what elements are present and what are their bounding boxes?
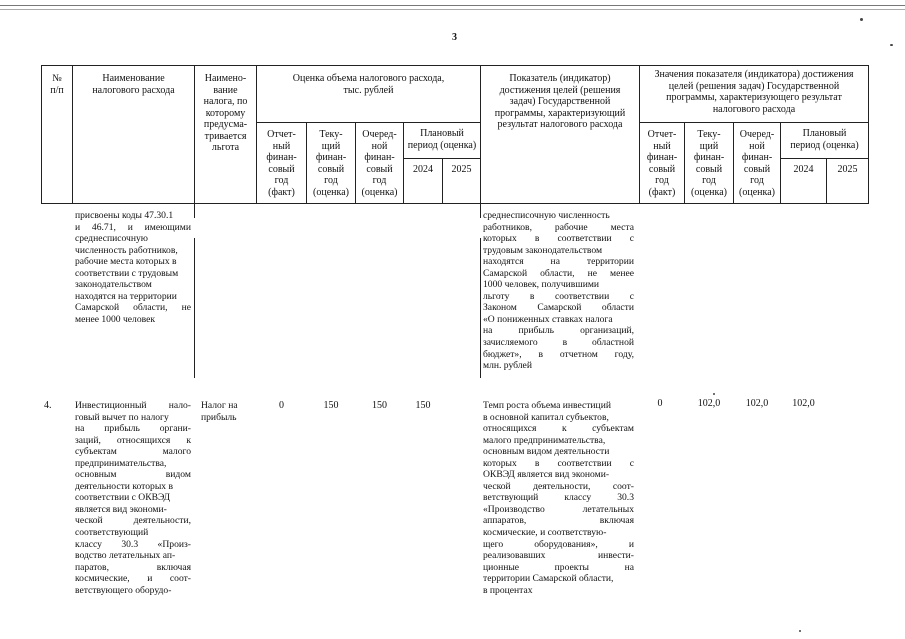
row4-report-fact: 0 <box>279 400 284 411</box>
header-col-estimate: Оценка объема налогового расхода, тыс. рублей <box>292 73 445 96</box>
scan-top-border-2 <box>0 9 905 10</box>
subheader-line-left <box>256 122 480 123</box>
row4-indicator-cell: Темп роста объема инвестиций в основной капитал субъектов, относящихся к субъектам малого предпринимательства, основным видом деятельности которых в соответствии с ОКВЭД является вид экономи- ческой деятельности, соот- ветствующий классу 30.3 «Производство летательных аппаратов, включая космические, и соответствую- щего оборудования», и реализовавших инвести- ционные проекты на территории Самарской области, в процентах <box>483 400 634 596</box>
row4-next-estimate: 150 <box>372 400 387 411</box>
header-col-indicator: Показатель (индикатор) достижения целей (решения задач) Государственной программы, характеризующий результат налогового расхода <box>494 73 626 130</box>
scan-speck <box>799 630 801 632</box>
row4-name-cell: Инвестиционный нало- говый вычет по налогу на прибыль органи- заций, относящихся к субъектам малого предпринимательства, основным видом деятельности которых в соответствии с ОКВЭД является вид экономи- ческой деятельности, соответствующий классу 30.3 «Произ- водство летательных ап- паратов, включая космические, и соот- ветствующего оборудо- <box>75 400 191 596</box>
table-header-bottom-line <box>41 203 868 204</box>
row4-tax-name: Налог на прибыль <box>201 400 238 423</box>
body-rule-right <box>480 204 481 218</box>
grid-v <box>868 65 869 204</box>
row3-indicator-cell: среднесписочную численность работников, рабочие места которых в соответствии с трудовым законодательством находятся на территории Самарской области, не менее 1000 человек, получившими льготу в соответствии с Законом Самарской области «О пониженных ставках налога на прибыль организаций, зачисляемого в областной бюджет», в отчетном году, млн. рублей <box>483 210 634 372</box>
subheader-current-estimate: Теку- щий финан- совый год (оценка) <box>313 129 349 198</box>
year-line-right <box>780 158 868 159</box>
subheader-next-estimate-right: Очеред- ной финан- совый год (оценка) <box>739 129 775 198</box>
row4-value-current: 102,0 <box>697 398 721 409</box>
year-2025-left: 2025 <box>451 164 472 175</box>
row3-name-cell: присвоены коды 47.30.1 и 46.71, и имеющими среднесписочную численность работников, рабочие места которых в соответствии с трудовым законодательством находятся на территории Самарской области, не менее 1000 человек <box>75 210 191 325</box>
header-col-values: Значения показателя (индикатора) достижения целей (решения задач) Государственной программы, характеризующего результат налогового расхода <box>654 69 854 115</box>
header-col-tax: Наимено- вание налога, по которому предусма- тривается льгота <box>203 73 248 153</box>
subheader-report-fact-right: Отчет- ный финан- совый год (факт) <box>646 129 678 198</box>
body-rule-left <box>194 204 195 218</box>
table-top-line <box>41 65 868 66</box>
subheader-line-right <box>639 122 868 123</box>
scan-top-border <box>0 5 905 6</box>
subheader-current-estimate-right: Теку- щий финан- совый год (оценка) <box>691 129 727 198</box>
year-2025-right: 2025 <box>837 164 858 175</box>
row4-value-report-fact: 0 <box>657 398 663 409</box>
body-rule-right <box>480 238 481 378</box>
scan-speck <box>860 18 863 21</box>
year-2024-right: 2024 <box>793 164 814 175</box>
row4-value-next: 102,0 <box>745 398 769 409</box>
body-rule-left <box>194 238 195 378</box>
scan-speck <box>713 393 715 395</box>
row4-plan-2024: 150 <box>415 400 431 411</box>
header-col-num: № п/п <box>50 73 64 96</box>
subheader-next-estimate: Очеред- ной финан- совый год (оценка) <box>361 129 398 198</box>
row4-number: 4. <box>44 400 52 411</box>
subheader-plan-period-right: Плановый период (оценка) <box>790 128 859 151</box>
row4-value-2024: 102,0 <box>792 398 815 409</box>
subheader-report-fact: Отчет- ный финан- совый год (факт) <box>266 129 297 198</box>
year-2024-left: 2024 <box>413 164 433 175</box>
page-number: 3 <box>452 32 457 43</box>
scan-speck <box>890 44 893 46</box>
header-col-name: Наименование налогового расхода <box>92 73 175 96</box>
subheader-plan-period: Плановый период (оценка) <box>407 128 477 151</box>
row4-current-estimate: 150 <box>323 400 339 411</box>
